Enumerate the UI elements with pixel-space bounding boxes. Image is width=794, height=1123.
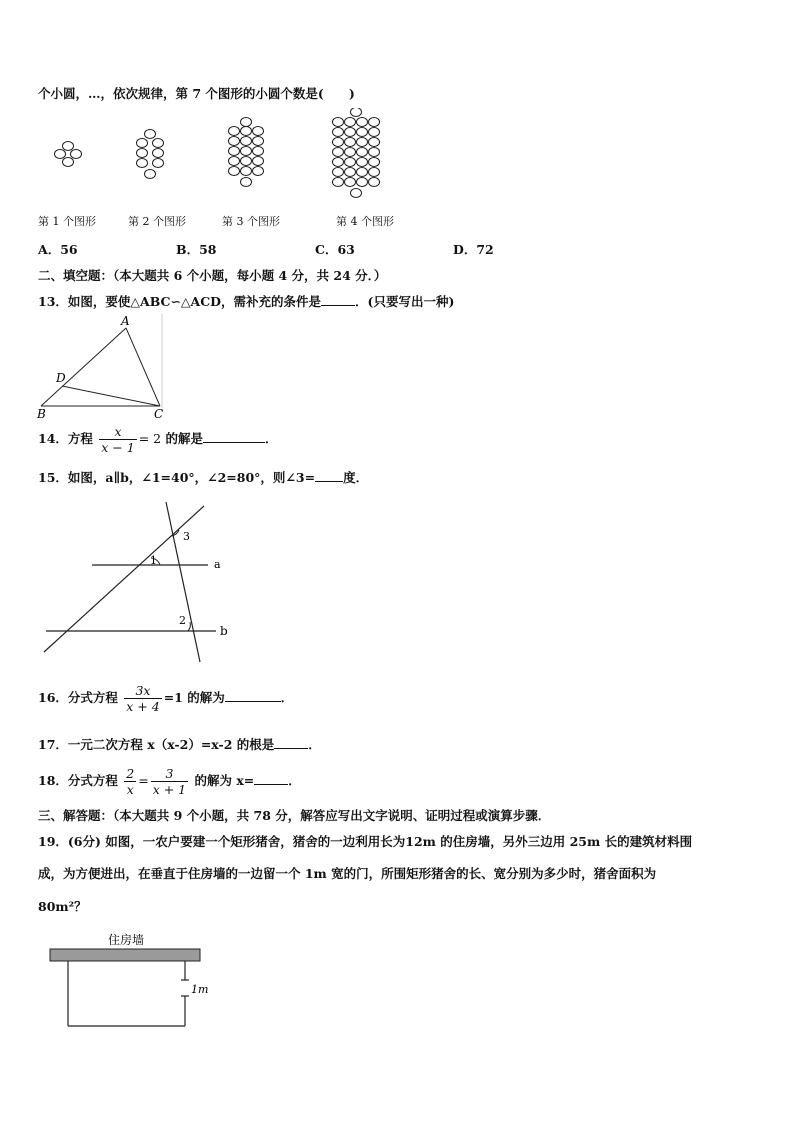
q14-text: 14．方程 [38, 431, 93, 446]
q15-end: 度． [343, 470, 369, 485]
option-b[interactable]: B．58 [176, 242, 217, 257]
label-c: C [154, 407, 164, 421]
q13-answer-blank[interactable] [321, 293, 355, 306]
parallel-lines-figure [40, 498, 240, 668]
option-a[interactable]: A．56 [38, 242, 78, 257]
wall-label: 住房墙 [108, 933, 145, 947]
pigsty-diagram [48, 930, 228, 1030]
q13-stem [38, 292, 454, 310]
caption-figure-3: 第 3 个图形 [222, 215, 280, 228]
q14-end: ． [264, 431, 278, 446]
q18-text: 18．分式方程 [38, 773, 118, 788]
q17-end: ． [308, 737, 321, 752]
q14-fraction [99, 424, 136, 455]
q16-end: ． [280, 690, 294, 705]
q18-numerator-left: 2 [126, 766, 135, 781]
q16-answer-blank[interactable] [225, 689, 281, 702]
option-d[interactable]: D．72 [453, 242, 494, 257]
line-a-label: a [214, 558, 221, 571]
angle-2-label: 2 [179, 614, 186, 627]
q18-denominator-right: x + 1 [152, 782, 187, 797]
q13-text-end: ．(只要写出一种) [355, 294, 455, 309]
q19-line-1: 19．(6分) 如图，一农户要建一个矩形猪舍，猪舍的一边利用长为12m 的住房墙，另外三边用 25m 长的建筑材料围 [38, 834, 693, 849]
q17-stem [38, 735, 321, 753]
circle-pattern-figures [38, 108, 458, 208]
q14-equals: = 2 [138, 431, 162, 446]
pattern-figure-3 [229, 118, 264, 187]
house-wall [50, 949, 200, 961]
section-2-title: 二、填空题：（本大题共 6 个小题，每小题 4 分，共 24 分．） [38, 268, 387, 283]
pattern-figure-1 [55, 142, 82, 167]
q15-answer-blank[interactable] [315, 469, 343, 482]
q14-denominator: x − 1 [101, 440, 135, 455]
angle-1-label: 1 [150, 554, 157, 567]
q18-end: ． [288, 773, 301, 788]
q15-text: 15．如图，a∥b，∠1=40°，∠2=80°，则∠3= [38, 470, 316, 485]
label-b: B [37, 407, 46, 421]
option-c[interactable]: C．63 [315, 242, 355, 257]
caption-figure-4: 第 4 个图形 [336, 215, 394, 228]
triangle-abc-figure [36, 312, 176, 422]
q19-line-3: 80m²？ [38, 899, 87, 914]
q16-text: 16．分式方程 [38, 690, 118, 705]
q18-text-suffix: 的解为 x= [194, 773, 255, 788]
q17-text: 17．一元二次方程 x（x-2）=x-2 的根是 [38, 737, 275, 752]
q18-equals: = [138, 773, 149, 788]
line-b-label: b [220, 624, 228, 638]
q19-line-2: 成，为方便进出，在垂直于住房墙的一边留一个 1m 宽的门，所围矩形猪舍的长、宽分别为多少时，猪舍面积为 [38, 866, 657, 881]
q18-denominator-left: x [126, 782, 134, 797]
angle-3-label: 3 [183, 530, 190, 543]
q16-equals: =1 [163, 690, 183, 705]
q14-answer-blank[interactable] [203, 430, 265, 443]
label-a: A [121, 314, 130, 328]
q13-text: 13．如图，要使△ABC∽△ACD，需补充的条件是 [38, 294, 322, 309]
q18-stem [38, 766, 301, 797]
q18-answer-blank[interactable] [254, 772, 288, 785]
q16-fraction [124, 683, 161, 714]
door-label: 1m [191, 983, 209, 996]
q12-stem: 个小圆，…，依次规律，第 7 个图形的小圆个数是( ) [38, 86, 355, 101]
q14-numerator: x [99, 424, 136, 440]
q14-stem [38, 424, 278, 455]
q18-fraction-left [124, 766, 136, 797]
pattern-figure-4 [333, 108, 380, 198]
pattern-figure-2 [137, 130, 164, 179]
q17-answer-blank[interactable] [274, 736, 308, 749]
q18-numerator-right: 3 [151, 766, 188, 782]
caption-figure-2: 第 2 个图形 [128, 215, 186, 228]
section-3-title: 三、解答题：（本大题共 9 个小题，共 78 分，解答应写出文字说明、证明过程或演算步骤． [38, 808, 551, 823]
q16-text-suffix: 的解为 [187, 690, 225, 705]
q16-denominator: x + 4 [126, 699, 160, 714]
q16-numerator: 3x [124, 683, 161, 699]
q14-text-suffix: 的解是 [165, 431, 203, 446]
q15-stem [38, 468, 368, 486]
caption-figure-1: 第 1 个图形 [38, 215, 96, 228]
q16-stem [38, 683, 293, 714]
q18-fraction-right [151, 766, 188, 797]
label-d: D [56, 371, 66, 385]
